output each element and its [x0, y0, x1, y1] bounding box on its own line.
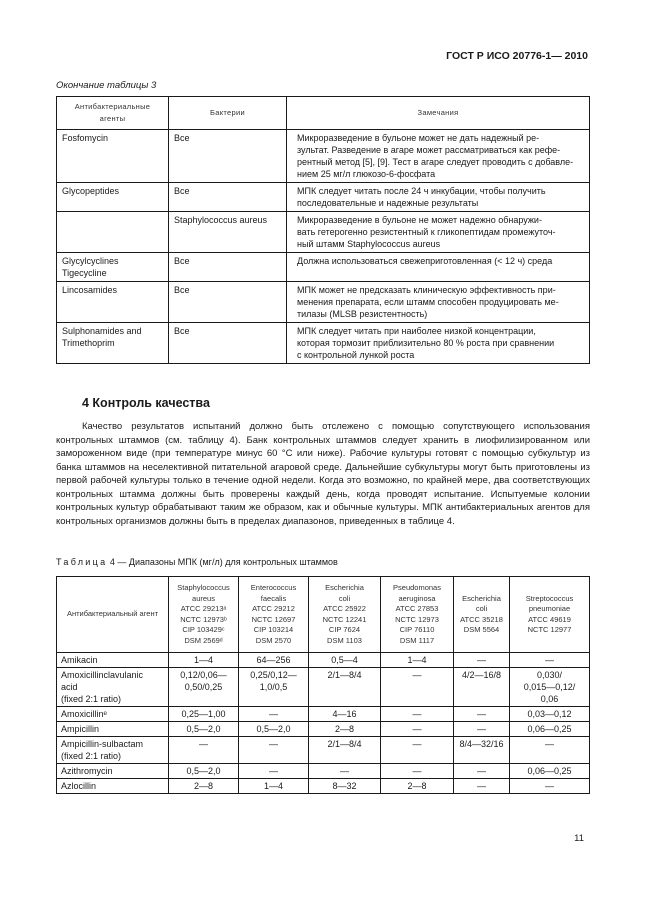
table3 [56, 96, 590, 364]
agent-line: Azithromycin [61, 766, 113, 776]
table4-value-cell [510, 764, 590, 779]
value-line: — [269, 709, 278, 719]
table3-agent-cell: Lincosamides [57, 282, 169, 323]
remark-line: с контрольной лункой роста [297, 350, 415, 360]
strain-line: CIP 76110 [399, 625, 435, 634]
strain-line: NCTC 12977 [527, 625, 572, 634]
value-line: 0,5—2,0 [186, 766, 221, 776]
section-paragraph [56, 420, 590, 528]
strain-line: pneumoniae [528, 604, 571, 613]
value-line: — [340, 766, 349, 776]
table4-value-cell [169, 779, 239, 794]
agent-line: acid [61, 682, 78, 692]
table3-remark-cell [287, 323, 590, 364]
strain-line: Pseudomonas [393, 583, 441, 592]
table4-value-cell [309, 707, 381, 722]
value-line: 0,030/ [536, 670, 563, 680]
value-line: 2—8 [193, 781, 213, 791]
strain-line: DSM 1103 [327, 635, 362, 645]
table3-bacteria-cell: Все [169, 282, 287, 323]
table4-value-cell [309, 779, 381, 794]
remark-line: тилазы (MLSB резистентность) [297, 309, 428, 319]
table4-header-strain [510, 577, 590, 653]
value-line: — [412, 724, 422, 734]
value-line: — [477, 709, 486, 719]
value-line: 0,5—2,0 [256, 724, 291, 734]
table3-bacteria-cell: Все [169, 130, 287, 183]
table4 [56, 576, 590, 794]
table4-agent-cell [57, 722, 169, 737]
value-line: 0,06 [540, 694, 559, 704]
table4-value-cell [381, 737, 454, 764]
value-line: — [412, 709, 422, 719]
value-line: — [545, 739, 554, 749]
strain-line: DSM 2569ᵈ [184, 635, 223, 645]
value-line: 4/2—16/8 [461, 670, 502, 680]
strain-line: CIP 7624 [328, 625, 361, 634]
strain-line: Staphylococcus [177, 583, 230, 592]
value-line: 0,5—4 [331, 655, 358, 665]
strain-line: aeruginosa [398, 593, 436, 603]
strain-line: ATCC 27853 [395, 604, 439, 613]
strain-line: CIP 103214 [253, 625, 294, 634]
remark-line: ный штамм Staphylococcus aureus [297, 239, 441, 249]
value-line: — [477, 724, 486, 734]
value-line: — [412, 766, 422, 776]
value-line: — [545, 781, 554, 791]
table4-header-strain [239, 577, 309, 653]
strain-line: ATCC 49619 [528, 614, 571, 624]
table4-value-cell [169, 668, 239, 707]
table4-agent-cell [57, 737, 169, 764]
table4-value-cell [309, 764, 381, 779]
table4-value-cell [510, 737, 590, 764]
value-line: 0,25—1,00 [181, 709, 226, 719]
table3-remark-cell [287, 130, 590, 183]
strain-line: aureus [192, 593, 215, 603]
table4-caption [56, 557, 338, 567]
value-line: 0,50/0,25 [184, 682, 223, 692]
value-line: — [269, 766, 278, 776]
table3-agent-cell: Sulphonamides and Trimethoprim [57, 323, 169, 364]
strain-line: CIP 103429ᶜ [182, 625, 225, 634]
table4-value-cell [381, 707, 454, 722]
agent-line: (fixed 2:1 ratio) [61, 694, 122, 704]
table3-row [57, 212, 590, 253]
table4-value-cell [381, 653, 454, 668]
document-header: ГОСТ Р ИСО 20776-1— 2010 [446, 50, 588, 62]
table4-header-strain [309, 577, 381, 653]
table4-value-cell [381, 779, 454, 794]
value-line: — [477, 781, 486, 791]
table4-value-cell [510, 668, 590, 707]
table3-agent-cell: Glycylcyclines Tigecycline [57, 253, 169, 282]
table3-row [57, 253, 590, 282]
value-line: 2—8 [407, 781, 427, 791]
table3-header-agents: Антибактериальные агенты [57, 97, 169, 130]
table4-value-cell [454, 779, 510, 794]
table4-value-cell [239, 707, 309, 722]
agent-line: Amikacin [61, 655, 98, 665]
agent-line: Ampicillin [61, 724, 100, 734]
table3-row [57, 282, 590, 323]
page-number: 11 [574, 833, 584, 844]
remark-line: последовательные и надежные результаты [297, 198, 479, 208]
remark-line: которая тормозит приблизительно 80 % роста при сравнении [297, 338, 555, 348]
quality-control-text: Качество результатов испытаний должно быть отслежено с помощью сопутствующего использования контрольных штаммов (см. таблицу 4). Банк контрольных штаммов следует хранить в лиофилизированном или замороженном виде (при температуре минус 60 °С или ниже). Рабочие культуры готовят с помощью субкультур из банка штаммов на неселективной питательной агаровой среде. Дальнейшие субкультуры могут быть приготовлены из первой рабочей культуры только в течение одной недели. Когда это возможно, по крайней мере, два соответствующих контрольных штамма должны быть проверены каждый день, когда проводят испытание. Испытуемые колонии контрольных культур обрабатывают таким же образом, как и обычные культуры. МПК антибактериальных агентов для контрольных организмов должны быть в пределах диапазонов, приведенных в таблице 4. [56, 421, 590, 527]
table3-remark-cell [287, 183, 590, 212]
value-line: — [412, 739, 422, 749]
table4-value-cell [510, 722, 590, 737]
table3-remark-cell [287, 212, 590, 253]
strain-line: faecalis [260, 593, 287, 603]
table3-header-remarks: Замечания [287, 97, 590, 130]
table4-value-cell [309, 722, 381, 737]
strain-line: DSM 2570 [255, 635, 292, 645]
value-line: 1,0/0,5 [259, 682, 288, 692]
value-line: 2—8 [334, 724, 354, 734]
value-line: 4—16 [332, 709, 357, 719]
table4-row [57, 764, 590, 779]
table3-header-bacteria: Бактерии [169, 97, 287, 130]
value-line: — [269, 739, 278, 749]
strain-line: coli [475, 604, 488, 613]
table4-header-strain [381, 577, 454, 653]
agent-line: (fixed 2:1 ratio) [61, 751, 122, 761]
value-line: 0,25/0,12— [250, 670, 297, 680]
value-line: 1—4 [193, 655, 213, 665]
table4-value-cell [454, 722, 510, 737]
table4-value-cell [381, 764, 454, 779]
remark-line: МПК следует читать после 24 ч инкубации, чтобы получить [297, 186, 546, 196]
table4-value-cell [239, 779, 309, 794]
table3-agent-cell [57, 212, 169, 253]
strain-line: Escherichia [325, 583, 364, 592]
strain-line: Escherichia [462, 593, 501, 603]
table3-caption: Окончание таблицы 3 [56, 80, 157, 91]
value-line: 1—4 [263, 781, 283, 791]
strain-line: DSM 1117 [399, 635, 435, 645]
table4-caption-prefix: Таблица [56, 557, 108, 567]
table3-remark-cell [287, 253, 590, 282]
table4-value-cell [510, 779, 590, 794]
table4-row [57, 737, 590, 764]
table4-value-cell [381, 722, 454, 737]
value-line: 0,06—0,25 [527, 766, 572, 776]
table3-remark-cell [287, 282, 590, 323]
table4-value-cell [169, 722, 239, 737]
table4-value-cell [239, 653, 309, 668]
table4-agent-cell [57, 779, 169, 794]
value-line: 0,5—2,0 [186, 724, 221, 734]
remark-line: Микроразведение в бульоне может не дать надежный ре- [297, 133, 540, 143]
table4-agent-cell [57, 668, 169, 707]
strain-line: NCTC 12697 [251, 614, 296, 624]
value-line: — [477, 766, 486, 776]
value-line: — [199, 739, 208, 749]
remark-line: менения препарата, если штамм способен продуцировать ме- [297, 297, 559, 307]
value-line: 2/1—8/4 [327, 739, 362, 749]
remark-line: вать гетерогенно резистентный к гликопептидам промежуточ- [297, 227, 556, 237]
value-line: 64—256 [256, 655, 291, 665]
table4-value-cell [454, 707, 510, 722]
table3-bacteria-cell: Staphylococcus aureus [169, 212, 287, 253]
table4-value-cell [510, 707, 590, 722]
strain-line: Streptococcus [525, 593, 574, 603]
table4-value-cell [309, 653, 381, 668]
section-heading: 4 Контроль качества [82, 396, 210, 410]
table3-agent-cell: Fosfomycin [57, 130, 169, 183]
table4-value-cell [169, 764, 239, 779]
strain-line: NCTC 12973ᵇ [180, 614, 227, 624]
table3-row [57, 183, 590, 212]
table4-caption-text: 4 — Диапазоны МПК (мг/л) для контрольных штаммов [109, 557, 338, 567]
remark-line: зультат. Разведение в агаре может рассматриваться как рефе- [297, 145, 561, 155]
strain-line: coli [338, 593, 351, 603]
table4-value-cell [169, 707, 239, 722]
table3-row [57, 323, 590, 364]
table4-agent-cell [57, 653, 169, 668]
table4-value-cell [454, 668, 510, 707]
agent-line: Azlocillin [61, 781, 97, 791]
table3-bacteria-cell: Все [169, 183, 287, 212]
table3-bacteria-cell: Все [169, 323, 287, 364]
table3-agent-cell: Glycopeptides [57, 183, 169, 212]
table4-value-cell [454, 737, 510, 764]
table3-row [57, 130, 590, 183]
table4-value-cell [510, 653, 590, 668]
value-line: 0,06—0,25 [527, 724, 572, 734]
strain-line: ATCC 25922 [323, 604, 366, 613]
remark-line: Микроразведение в бульоне не может надежно обнаружи- [297, 215, 542, 225]
agent-line: Amoxicillinᵉ [61, 709, 107, 719]
table4-value-cell [309, 668, 381, 707]
value-line: — [412, 670, 422, 680]
table3-bacteria-cell: Все [169, 253, 287, 282]
table4-agent-cell [57, 707, 169, 722]
remark-line: Должна использоваться свежеприготовленная (< 12 ч) среда [297, 256, 553, 266]
value-line: — [545, 655, 554, 665]
table4-row [57, 668, 590, 707]
strain-line: NCTC 12973 [395, 614, 439, 624]
table4-header-strain [454, 577, 510, 653]
table4-value-cell [454, 764, 510, 779]
value-line: 8/4—32/16 [459, 739, 504, 749]
table4-value-cell [381, 668, 454, 707]
table4-header-strain [169, 577, 239, 653]
agent-line: Ampicillin-sulbactam [61, 739, 144, 749]
table4-value-cell [239, 764, 309, 779]
table4-value-cell [169, 653, 239, 668]
strain-line: ATCC 35218 [460, 614, 503, 624]
value-line: 0,12/0,06— [180, 670, 227, 680]
strain-line: DSM 5564 [463, 625, 500, 634]
value-line: 0,03—0,12 [527, 709, 572, 719]
remark-line: МПК может не предсказать клиническую эффективность при- [297, 285, 556, 295]
table4-agent-cell [57, 764, 169, 779]
value-line: 2/1—8/4 [327, 670, 362, 680]
table4-row [57, 707, 590, 722]
table4-value-cell [454, 653, 510, 668]
table4-row [57, 779, 590, 794]
strain-line: ATCC 29212 [252, 604, 295, 613]
value-line: 0,015—0,12/ [523, 682, 576, 692]
strain-line: ATCC 29213ᵃ [180, 604, 227, 613]
agent-line: Amoxicillinclavulanic [61, 670, 144, 680]
remark-line: МПК следует читать при наиболее низкой концентрации, [297, 326, 536, 336]
table4-value-cell [239, 668, 309, 707]
table4-row [57, 722, 590, 737]
table4-value-cell [309, 737, 381, 764]
table4-header-agent: Антибактериальный агент [57, 577, 169, 653]
value-line: 8—32 [332, 781, 357, 791]
remark-line: нием 25 мг/л глюкозо-6-фосфата [297, 169, 436, 179]
table4-row [57, 653, 590, 668]
value-line: — [477, 655, 486, 665]
remark-line: рентный метод [5], [9]. Тест в агаре следует проводить с добавле- [297, 157, 574, 167]
strain-line: Enterococcus [250, 583, 297, 592]
table4-value-cell [239, 737, 309, 764]
value-line: 1—4 [407, 655, 427, 665]
strain-line: NCTC 12241 [322, 614, 367, 624]
table4-value-cell [169, 737, 239, 764]
table4-value-cell [239, 722, 309, 737]
